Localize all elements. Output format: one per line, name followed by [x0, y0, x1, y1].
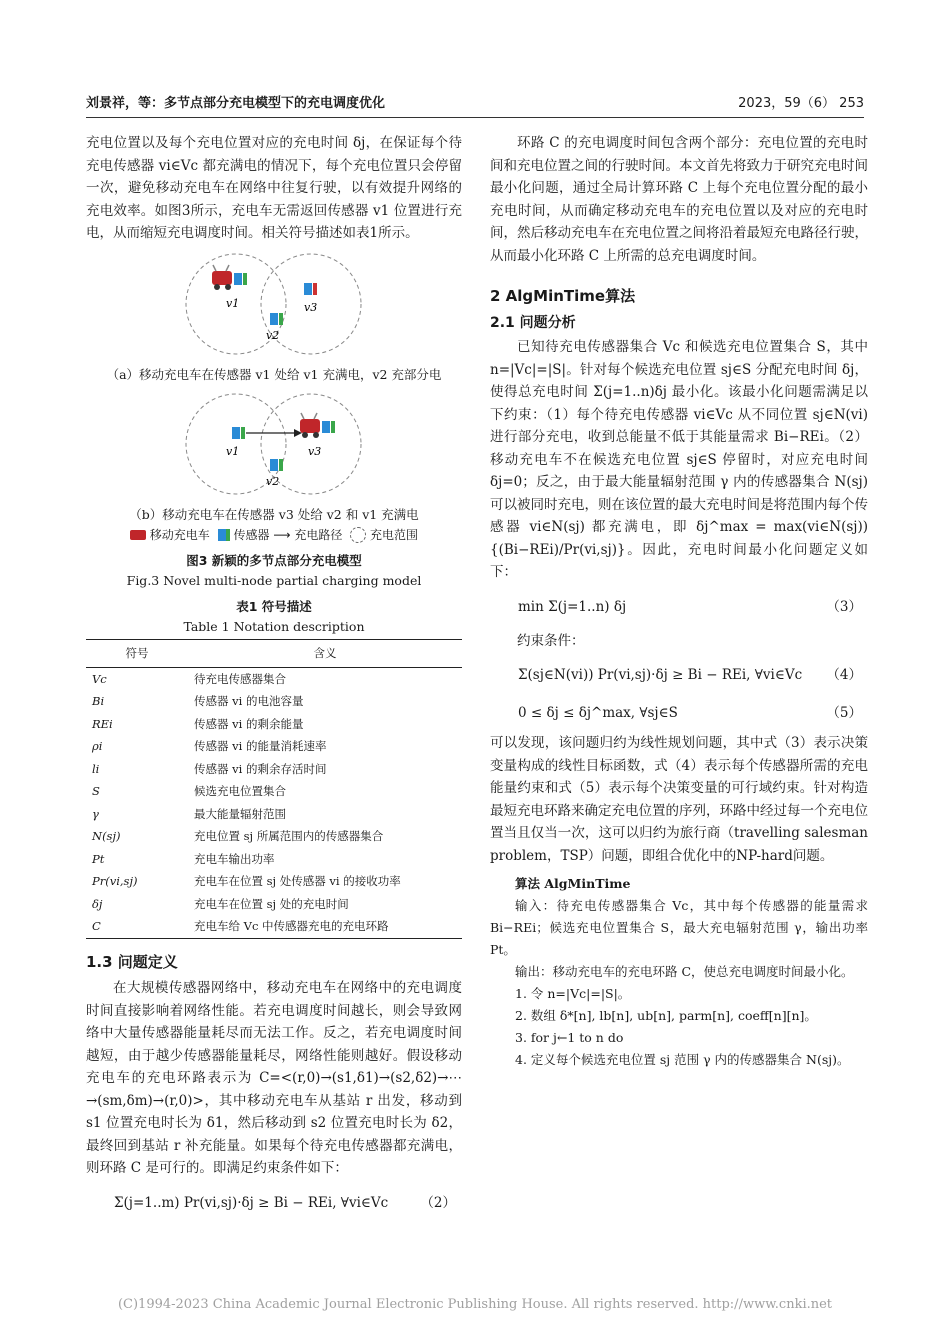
- equation-5: [490, 698, 868, 732]
- legend-range-icon: [350, 527, 366, 543]
- equation-5-number: （5）: [826, 705, 862, 721]
- legend-range-label: 充电范围: [370, 527, 419, 542]
- header-title: 刘景祥，等：多节点部分充电模型下的充电调度优化: [86, 96, 386, 111]
- running-header: [86, 92, 864, 114]
- legend-vehicle-label: 移动充电车: [149, 527, 210, 542]
- equation-4-formula: Σ(sj∈N(vi)) Pr(vi,sj)·δj ≥ Bi − REi, ∀vi∈Vc: [518, 667, 803, 683]
- table-cell-symbol: S: [92, 784, 100, 798]
- table-cell-meaning: 待充电传感器集合: [194, 671, 286, 686]
- legend-path-label: 充电路径: [294, 527, 343, 542]
- section-1-3-title: 1.3 问题定义: [86, 952, 178, 971]
- charging-vehicle-icon: [212, 265, 232, 290]
- sensor-icon-v2: [270, 313, 283, 325]
- algorithm-block: [490, 873, 868, 1071]
- algorithm-output: 输出：移动充电车的充电环路 C，使总充电调度时间最小化。: [515, 964, 854, 979]
- header-issue: 2023，59（6） 253: [738, 96, 864, 111]
- table-cell-symbol: C: [86, 915, 188, 938]
- legend-sensor-label: 传感器: [233, 527, 270, 542]
- table-cell-meaning: 充电车给 Vc 中传感器充电的充电环路: [188, 915, 462, 938]
- node-label-v2: v2: [266, 328, 280, 342]
- table-cell-symbol: Vc: [92, 671, 107, 686]
- table-row: [86, 780, 462, 803]
- table-row: [86, 758, 462, 781]
- charging-vehicle-icon-b: [300, 413, 320, 438]
- table-cell-symbol: γ: [92, 806, 99, 821]
- node-label-v3: v3: [304, 300, 318, 314]
- table-title: 表1 符号描述: [236, 599, 312, 614]
- figure-title: 图3 新颖的多节点部分充电模型: [186, 553, 362, 568]
- equation-3: [490, 584, 868, 630]
- table-row: [86, 690, 462, 713]
- table-cell-meaning: 最大能量辐射范围: [194, 806, 286, 821]
- equation-2: [86, 1180, 462, 1226]
- table-cell-symbol: δj: [92, 896, 103, 911]
- table-row: [86, 915, 462, 938]
- right-paragraph-1: 环路 C 的充电调度时间包含两个部分：充电位置的充电时间和充电位置之间的行驶时间。本文首先将致力于研究充电时间最小化问题，通过全局计算环路 C 上每个充电位置分配的最小充电时间，从而确定移动充电车的充电位置以及对应的充电时间，然后移动充电车在充电位置之间将沿着最短充电路径行驶，从而最小化环路 C 上所需的总充电调度时间。: [490, 135, 868, 264]
- table-header-row: [86, 640, 462, 668]
- equation-4: [490, 652, 868, 698]
- table-cell-meaning: 充电车在位置 sj 处的充电时间: [194, 896, 349, 911]
- table-cell-symbol: REi: [92, 716, 113, 731]
- left-column: [86, 132, 462, 1226]
- table-cell-meaning: 传感器 vi 的剩余存活时间: [194, 761, 327, 776]
- table-cell-symbol: Pt: [92, 851, 105, 866]
- figure-3b-diagram: [86, 389, 462, 505]
- sensor-icon-v3: [304, 283, 317, 295]
- section-2-1-title: 2.1 问题分析: [490, 314, 576, 331]
- table-cell-meaning: 传感器 vi 的能量消耗速率: [194, 739, 327, 753]
- figure-3b-caption: （b）移动充电车在传感器 v3 处给 v2 和 v1 充满电: [129, 506, 419, 522]
- figure-3a-caption: （a）移动充电车在传感器 v1 处给 v1 充满电，v2 充部分电: [106, 366, 442, 382]
- legend-path-icon: ⟶: [273, 528, 291, 542]
- table-row: [86, 713, 462, 736]
- figure-3a-diagram: [86, 249, 462, 365]
- copyright-footer: (C)1994-2023 China Academic Journal Electronic Publishing House. All rights reserved. http://www.cnki.net: [117, 1297, 833, 1312]
- node-label-v3b: v3: [308, 444, 322, 458]
- table-cell-meaning: 候选充电位置集合: [194, 784, 286, 798]
- figure-3b: [86, 389, 462, 505]
- algorithm-step: 1. 令 n=|Vc|=|S|。: [515, 986, 631, 1001]
- equation-3-number: （3）: [826, 598, 862, 615]
- table-row: [86, 893, 462, 916]
- sensor-icon-v2b: [270, 459, 283, 471]
- right-paragraph-2: 已知待充电传感器集合 Vc 和候选充电位置集合 S，其中 n=|Vc|=|S|。针对每个候选充电位置 sj∈S 分配充电时间 δj，使得总充电时间 Σ(j=1..n)δj 最小化。该最小化问题需满足以下约束：（1）每个待充电传感器 vi∈Vc 从不同位置 sj∈N(vi) 进行部分充电，收到总能量不低于其能量需求 Bi−REi。（2）移动充电车不在候选充电位置 sj∈S 停留时，对应充电时间 δj=0；反之，由于最大能量辐射范围 γ 内的传感器集合 N(sj) 可以被同时充电，则在该位置的最大充电时间是将范围内每个传感器 vi∈N(sj) 都充满电，即 δj^max = max(vi∈N(sj)) {(Bi−REi)/Pr(vi,sj)}。因此，充电时间最小化问题定义如下：: [490, 339, 868, 580]
- equation-5-formula: 0 ≤ δj ≤ δj^max, ∀sj∈S: [518, 705, 678, 721]
- sensor-icon-v1b: [232, 427, 245, 439]
- equation-2-number: （2）: [420, 1194, 456, 1211]
- legend-vehicle-icon: [130, 530, 146, 540]
- table-title-en: Table 1 Notation description: [183, 619, 365, 634]
- table-cell-meaning: 充电位置 sj 所属范围内的传感器集合: [194, 829, 384, 843]
- equation-2-formula: Σ(j=1..m) Pr(vi,sj)·δj ≥ Bi − REi, ∀vi∈Vc: [114, 1194, 389, 1211]
- algorithm-title: 算法 AlgMinTime: [515, 876, 631, 891]
- intro-paragraph: 充电位置以及每个充电位置对应的充电时间 δj，在保证每个待充电传感器 vi∈Vc 都充满电的情况下，每个充电位置只会停留一次，避免移动充电车在网络中往复行驶，以有效提升网络的充电效率。如图3所示，充电车无需返回传感器 v1 位置进行充电，从而缩短充电调度时间。相关符号描述如表1所示。: [86, 135, 462, 241]
- table-row: [86, 825, 462, 848]
- figure-3a: [86, 249, 462, 365]
- section-2-title: 2 AlgMinTime算法: [490, 287, 636, 305]
- table-row: [86, 870, 462, 893]
- constraint-label: 约束条件：: [517, 632, 585, 649]
- table-cell-meaning: 充电车在位置 sj 处传感器 vi 的接收功率: [194, 874, 401, 888]
- figure-title-en: Fig.3 Novel multi-node partial charging model: [126, 573, 422, 588]
- section-1-3-body: 在大规模传感器网络中，移动充电车在网络中的充电调度时间直接影响着网络性能。若充电调度时间越长，则会导致网络中大量传感器能量耗尽而无法工作。反之，若充电调度时间越短，由于越少传感器能量耗尽，网络性能则越好。假设移动充电车的充电环路表示为 C=<(r,0)→(s1,δ1)→(s2,δ2)→⋯→(sm,δm)→(r,0)>，其中移动充电车从基站 r 出发，移动到 s1 位置充电时长为 δ1，然后移动到 s2 位置充电时长为 δ2，最终回到基站 r 补充能量。如果每个待充电传感器都充满电，则环路 C 是可行的。即满足约束条件如下：: [86, 980, 462, 1176]
- table-cell-symbol: ρi: [92, 739, 103, 753]
- table-cell-meaning: 传感器 vi 的电池容量: [194, 694, 304, 708]
- table-cell-symbol: Bi: [92, 694, 105, 708]
- table-row: [86, 848, 462, 871]
- table-cell-meaning: 充电车输出功率: [194, 851, 275, 866]
- table-row: [86, 735, 462, 758]
- algorithm-step: 3. for j←1 to n do: [515, 1030, 624, 1045]
- algorithm-input: 输入：待充电传感器集合 Vc，其中每个传感器的能量需求 Bi−REi；候选充电位置集合 S，最大充电辐射范围 γ，输出功率 Pt。: [490, 898, 868, 957]
- sensor-icon-v1: [234, 273, 247, 285]
- table-header-symbol: 符号: [86, 640, 188, 668]
- table-row: [86, 667, 462, 690]
- table-cell-symbol: li: [92, 761, 100, 776]
- equation-4-number: （4）: [826, 667, 862, 683]
- header-rule: [86, 117, 864, 118]
- table-row: [86, 803, 462, 826]
- notation-table: [86, 639, 462, 939]
- algorithm-step: 2. 数组 δ*[n], lb[n], ub[n], parm[n], coeff[n][n]。: [515, 1008, 817, 1023]
- node-label-v1b: v1: [226, 444, 240, 458]
- legend-sensor-icon: [218, 529, 226, 541]
- sensor-icon-v3b: [322, 421, 335, 433]
- right-paragraph-3: 可以发现，该问题归约为线性规划问题，其中式（3）表示决策变量构成的线性目标函数，式（4）表示每个传感器所需的充电能量约束和式（5）表示每个决策变量的可行域约束。针对构造最短充电环路来确定充电位置的序列，环路中经过每一个充电位置当且仅当一次，这可以归约为旅行商（travelling salesman problem，TSP）问题，即组合优化中的NP-hard问题。: [490, 735, 868, 864]
- equation-3-formula: min Σ(j=1..n) δj: [518, 598, 627, 615]
- table-header-meaning: 含义: [188, 640, 462, 668]
- node-label-v1: v1: [226, 296, 240, 310]
- node-label-v2b: v2: [266, 474, 280, 488]
- right-column: [490, 132, 868, 1071]
- table-cell-symbol: Pr(vi,sj): [92, 874, 138, 888]
- table-cell-symbol: N(sj): [92, 829, 121, 843]
- algorithm-step: 4. 定义每个候选充电位置 sj 范围 γ 内的传感器集合 N(sj)。: [515, 1052, 850, 1067]
- table-cell-meaning: 传感器 vi 的剩余能量: [194, 716, 304, 731]
- figure-legend: [86, 525, 462, 546]
